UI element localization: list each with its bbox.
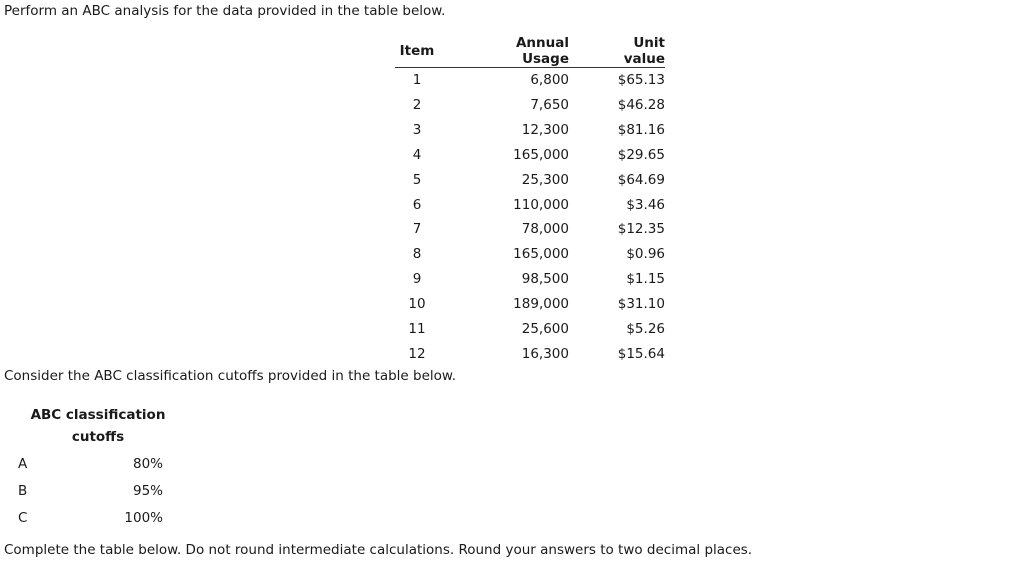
unit-value-cell: $5.26 — [626, 320, 665, 337]
annual-usage-cell: 16,300 — [521, 345, 569, 362]
item-cell: 1 — [412, 72, 422, 89]
cell-spacer — [569, 118, 589, 143]
cell-spacer — [439, 167, 467, 192]
cell-spacer — [569, 93, 589, 118]
item-cell: 12 — [408, 345, 426, 362]
header-item: Item — [395, 35, 439, 68]
item-cell: 8 — [412, 246, 422, 263]
cutoff-class-label: A — [18, 456, 28, 472]
table-row — [395, 217, 665, 242]
table-row — [395, 118, 665, 143]
cell-spacer — [439, 118, 467, 143]
unit-value-cell: $15.64 — [617, 345, 665, 362]
header-spacer — [569, 35, 589, 68]
cell-spacer — [439, 143, 467, 168]
cell-spacer — [569, 217, 589, 242]
annual-usage-cell: 189,000 — [513, 296, 569, 313]
table-header-row — [395, 35, 665, 68]
cutoff-class-label: C — [18, 510, 28, 526]
unit-value-cell: $64.69 — [617, 171, 665, 188]
cutoff-row-a — [0, 456, 170, 476]
header-annual-usage: Annual Usage — [467, 35, 569, 68]
annual-usage-cell: 165,000 — [513, 246, 569, 263]
cell-spacer — [439, 192, 467, 217]
unit-value-cell: $3.46 — [626, 196, 665, 213]
cell-spacer — [569, 167, 589, 192]
unit-value-cell: $81.16 — [617, 122, 665, 139]
cutoff-percentage: 80% — [132, 456, 163, 472]
item-cell: 9 — [412, 271, 422, 288]
unit-value-cell: $31.10 — [617, 296, 665, 313]
unit-value-cell: $0.96 — [626, 246, 665, 263]
cutoff-class-label: B — [18, 483, 28, 499]
header-spacer — [439, 35, 467, 68]
cutoff-row-c — [0, 510, 170, 530]
unit-value-cell: $29.65 — [617, 146, 665, 163]
intro-text: Perform an ABC analysis for the data provided in the table below. — [4, 3, 446, 19]
unit-value-cell: $65.13 — [617, 72, 665, 89]
annual-usage-cell: 98,500 — [521, 271, 569, 288]
cell-spacer — [569, 192, 589, 217]
cell-spacer — [439, 68, 467, 93]
item-cell: 3 — [412, 122, 422, 139]
cutoff-intro-text: Consider the ABC classification cutoffs provided in the table below. — [4, 368, 456, 384]
cell-spacer — [439, 93, 467, 118]
annual-usage-cell: 25,600 — [521, 320, 569, 337]
cutoff-percentage: 95% — [132, 483, 163, 499]
annual-usage-cell: 6,800 — [530, 72, 569, 89]
cell-spacer — [569, 341, 589, 366]
table-row — [395, 316, 665, 341]
item-cell: 5 — [412, 171, 422, 188]
cell-spacer — [569, 316, 589, 341]
table-row — [395, 267, 665, 292]
table-row — [395, 167, 665, 192]
table-row — [395, 292, 665, 317]
item-cell: 4 — [412, 146, 422, 163]
item-cell: 7 — [412, 221, 422, 238]
cell-spacer — [439, 316, 467, 341]
cutoff-percentage: 100% — [124, 510, 163, 526]
cutoff-table-header: ABC classification cutoffs — [30, 407, 166, 445]
cell-spacer — [569, 143, 589, 168]
unit-value-cell: $46.28 — [617, 97, 665, 114]
table-row — [395, 68, 665, 93]
annual-usage-cell: 165,000 — [513, 146, 569, 163]
cell-spacer — [439, 217, 467, 242]
annual-usage-cell: 25,300 — [521, 171, 569, 188]
cell-spacer — [569, 68, 589, 93]
instruction-text: Complete the table below. Do not round intermediate calculations. Round your answers to two decimal places. — [4, 542, 753, 558]
cell-spacer — [439, 341, 467, 366]
item-cell: 10 — [408, 296, 426, 313]
annual-usage-cell: 12,300 — [521, 122, 569, 139]
item-cell: 2 — [412, 97, 422, 114]
cell-spacer — [569, 292, 589, 317]
cell-spacer — [439, 242, 467, 267]
annual-usage-cell: 110,000 — [513, 196, 569, 213]
item-data-table — [395, 35, 665, 366]
item-cell: 6 — [412, 196, 422, 213]
annual-usage-cell: 78,000 — [521, 221, 569, 238]
cell-spacer — [439, 292, 467, 317]
table-row — [395, 192, 665, 217]
table-row — [395, 242, 665, 267]
annual-usage-cell: 7,650 — [530, 97, 569, 114]
unit-value-cell: $1.15 — [626, 271, 665, 288]
cutoff-row-b — [0, 483, 170, 503]
item-cell: 11 — [408, 320, 426, 337]
cell-spacer — [439, 267, 467, 292]
cell-spacer — [569, 242, 589, 267]
cell-spacer — [569, 267, 589, 292]
header-unit-value: Unit value — [589, 35, 665, 68]
table-row — [395, 93, 665, 118]
table-row — [395, 143, 665, 168]
table-row — [395, 341, 665, 366]
unit-value-cell: $12.35 — [617, 221, 665, 238]
